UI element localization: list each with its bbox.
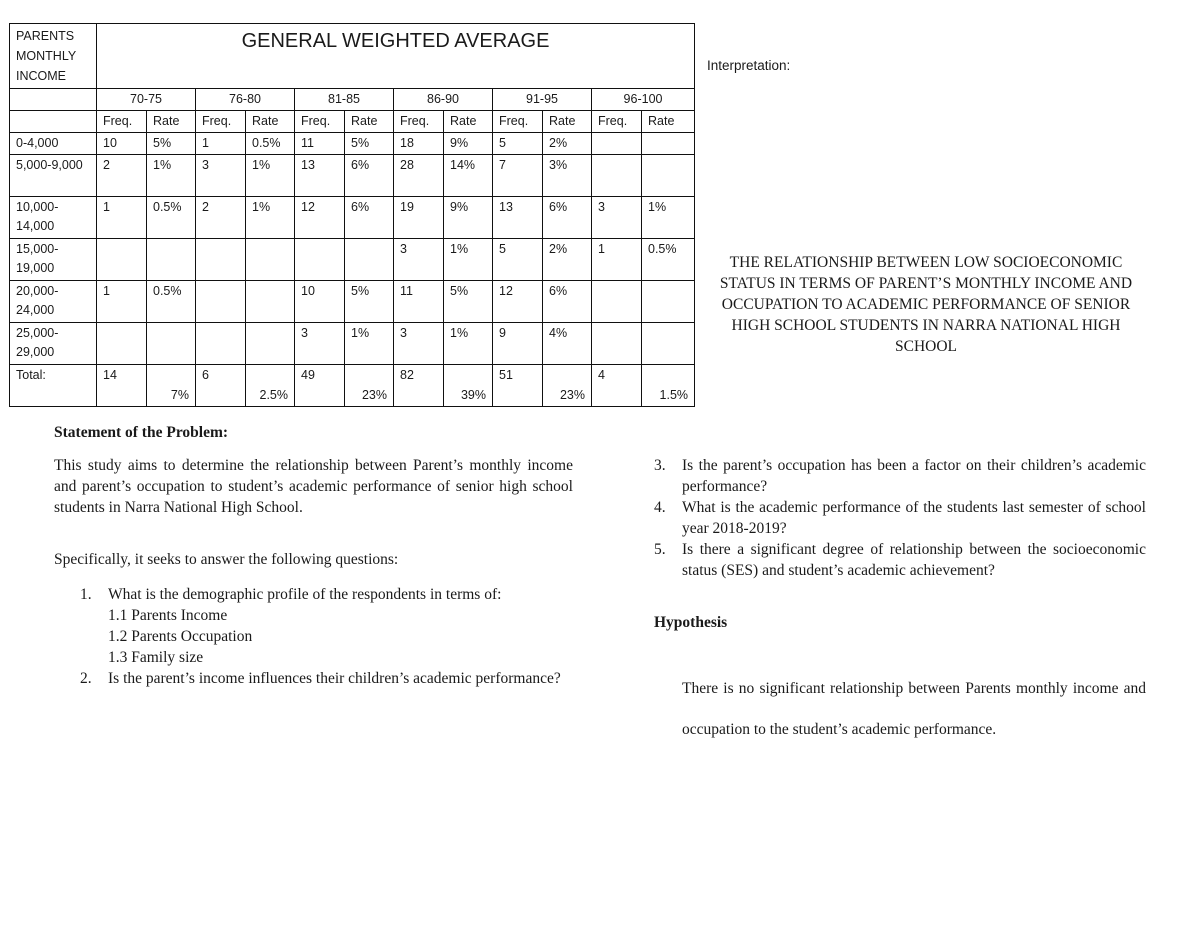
table-row [10,155,695,197]
rate-cell: 5% [444,281,493,323]
table-row [10,323,695,365]
freq-cell [196,323,246,365]
income-bracket-cell: 20,000-24,000 [10,281,97,323]
freq-cell: 1 [592,239,642,281]
rate-cell: 2% [543,133,592,155]
freq-cell: 3 [295,323,345,365]
sub-item: 1.2 Parents Occupation [108,628,253,645]
list-item [628,455,1146,497]
rate-cell: 3% [543,155,592,197]
rate-cell [147,239,196,281]
study-title: THE RELATIONSHIP BETWEEN LOW SOCIOECONOMIC STATUS IN TERMS OF PARENT’S MONTHLY INCOME AND OCCUPATION TO ACADEMIC PERFORMANCE OF SENIOR HIGH SCHOOL STUDENTS IN NARRA NATIONAL HIGH SCHOOL [719,254,1133,355]
rate-header: Rate [345,111,394,133]
income-bracket-cell: 0-4,000 [10,133,97,155]
list-number: 5. [654,541,666,558]
total-rate-cell: 2.5% [246,365,295,407]
freq-cell: 10 [295,281,345,323]
freq-cell [592,155,642,197]
rate-cell: 1% [147,155,196,197]
rate-cell [246,281,295,323]
range-header: 76-80 [196,89,295,111]
range-header: 91-95 [493,89,592,111]
freq-cell: 5 [493,239,543,281]
question-list [54,584,573,689]
empty-cell [10,111,97,133]
rate-cell [246,239,295,281]
freq-cell: 11 [394,281,444,323]
list-number: 2. [80,670,92,687]
rate-header: Rate [543,111,592,133]
rate-cell: 6% [345,155,394,197]
specifically-text: Specifically, it seeks to answer the following questions: [54,551,399,568]
freq-cell: 3 [196,155,246,197]
statement-heading: Statement of the Problem: [54,424,229,441]
rate-cell: 1% [642,197,695,239]
freq-header: Freq. [295,111,345,133]
freq-cell: 28 [394,155,444,197]
table-row [10,281,695,323]
income-bracket-cell: 15,000-19,000 [10,239,97,281]
freq-cell [295,239,345,281]
question-list-continued [628,455,1146,581]
range-header: 96-100 [592,89,695,111]
freq-header: Freq. [592,111,642,133]
gwa-income-table [9,23,695,407]
rate-header: Rate [246,111,295,133]
freq-cell: 18 [394,133,444,155]
list-item [54,584,573,668]
total-rate-cell: 7% [147,365,196,407]
empty-cell [10,89,97,111]
rate-cell: 9% [444,133,493,155]
question-text: What is the demographic profile of the respondents in terms of: [108,586,502,603]
list-item [54,668,573,689]
question-text: Is the parent’s occupation has been a factor on their children’s academic performance? [682,457,1146,495]
list-item [628,539,1146,581]
rate-header: Rate [147,111,196,133]
rate-cell: 1% [246,197,295,239]
interpretation-label: Interpretation: [707,58,791,73]
total-freq-cell: 4 [592,365,642,407]
freq-header: Freq. [97,111,147,133]
list-item [628,497,1146,539]
rate-cell: 5% [345,133,394,155]
rate-cell [642,323,695,365]
rate-cell: 0.5% [147,281,196,323]
rate-cell [642,155,695,197]
rate-cell: 6% [543,197,592,239]
rate-cell: 2% [543,239,592,281]
freq-header: Freq. [394,111,444,133]
freq-cell: 11 [295,133,345,155]
freq-cell: 2 [97,155,147,197]
freq-cell: 13 [493,197,543,239]
total-freq-cell: 14 [97,365,147,407]
rate-cell [642,281,695,323]
hypothesis-heading: Hypothesis [654,614,728,631]
freq-cell [592,323,642,365]
rate-cell: 0.5% [246,133,295,155]
total-freq-cell: 51 [493,365,543,407]
freq-cell [196,281,246,323]
rate-header: Rate [642,111,695,133]
freq-cell [97,323,147,365]
freq-cell: 3 [394,323,444,365]
rate-cell [246,323,295,365]
rate-cell: 14% [444,155,493,197]
freq-cell: 12 [295,197,345,239]
table-title: GENERAL WEIGHTED AVERAGE [97,24,695,89]
total-row [10,365,695,407]
total-rate-cell: 23% [345,365,394,407]
total-label: Total: [10,365,97,407]
total-freq-cell: 82 [394,365,444,407]
rate-cell [642,133,695,155]
rate-cell: 1% [444,239,493,281]
hypothesis-text: There is no significant relationship between Parents monthly income and occupation to the student’s academic performance. [682,680,1146,738]
rate-cell: 1% [246,155,295,197]
freq-cell [592,281,642,323]
freq-cell: 1 [97,281,147,323]
income-bracket-cell: 10,000-14,000 [10,197,97,239]
freq-cell: 9 [493,323,543,365]
rate-cell: 0.5% [642,239,695,281]
income-bracket-cell: 5,000-9,000 [10,155,97,197]
freq-cell: 12 [493,281,543,323]
question-text: Is there a significant degree of relationship between the socioeconomic status (SES) and student’s academic achievement? [682,541,1146,579]
range-header: 86-90 [394,89,493,111]
freq-header: Freq. [493,111,543,133]
range-header: 81-85 [295,89,394,111]
sub-item: 1.3 Family size [108,649,204,666]
table-row [10,197,695,239]
statement-paragraph: This study aims to determine the relationship between Parent’s monthly income and parent’s occupation to student’s academic performance of senior high school students in Narra National High School. [54,457,573,516]
table-row [10,133,695,155]
table-row [10,239,695,281]
freq-cell: 1 [97,197,147,239]
range-header: 70-75 [97,89,196,111]
freq-cell: 13 [295,155,345,197]
total-freq-cell: 6 [196,365,246,407]
freq-cell: 10 [97,133,147,155]
list-number: 1. [80,586,92,603]
list-number: 3. [654,457,666,474]
rate-cell [345,239,394,281]
freq-cell: 7 [493,155,543,197]
income-bracket-cell: 25,000-29,000 [10,323,97,365]
rate-cell: 6% [543,281,592,323]
question-text: What is the academic performance of the students last semester of school year 2018-2019? [682,499,1146,537]
question-text: Is the parent’s income influences their children’s academic performance? [108,670,561,687]
rate-cell: 6% [345,197,394,239]
freq-cell: 1 [196,133,246,155]
total-rate-cell: 1.5% [642,365,695,407]
sub-item: 1.1 Parents Income [108,607,228,624]
rate-cell: 4% [543,323,592,365]
total-freq-cell: 49 [295,365,345,407]
freq-cell [97,239,147,281]
rate-cell: 9% [444,197,493,239]
list-number: 4. [654,499,666,516]
corner-label: PARENTS MONTHLY INCOME [10,24,97,89]
freq-cell [196,239,246,281]
freq-cell: 19 [394,197,444,239]
rate-cell: 0.5% [147,197,196,239]
freq-cell: 3 [394,239,444,281]
rate-header: Rate [444,111,493,133]
freq-cell: 2 [196,197,246,239]
rate-cell: 5% [147,133,196,155]
freq-cell [592,133,642,155]
rate-cell: 5% [345,281,394,323]
rate-cell: 1% [444,323,493,365]
total-rate-cell: 39% [444,365,493,407]
rate-cell [147,323,196,365]
freq-header: Freq. [196,111,246,133]
total-rate-cell: 23% [543,365,592,407]
freq-cell: 5 [493,133,543,155]
rate-cell: 1% [345,323,394,365]
freq-cell: 3 [592,197,642,239]
